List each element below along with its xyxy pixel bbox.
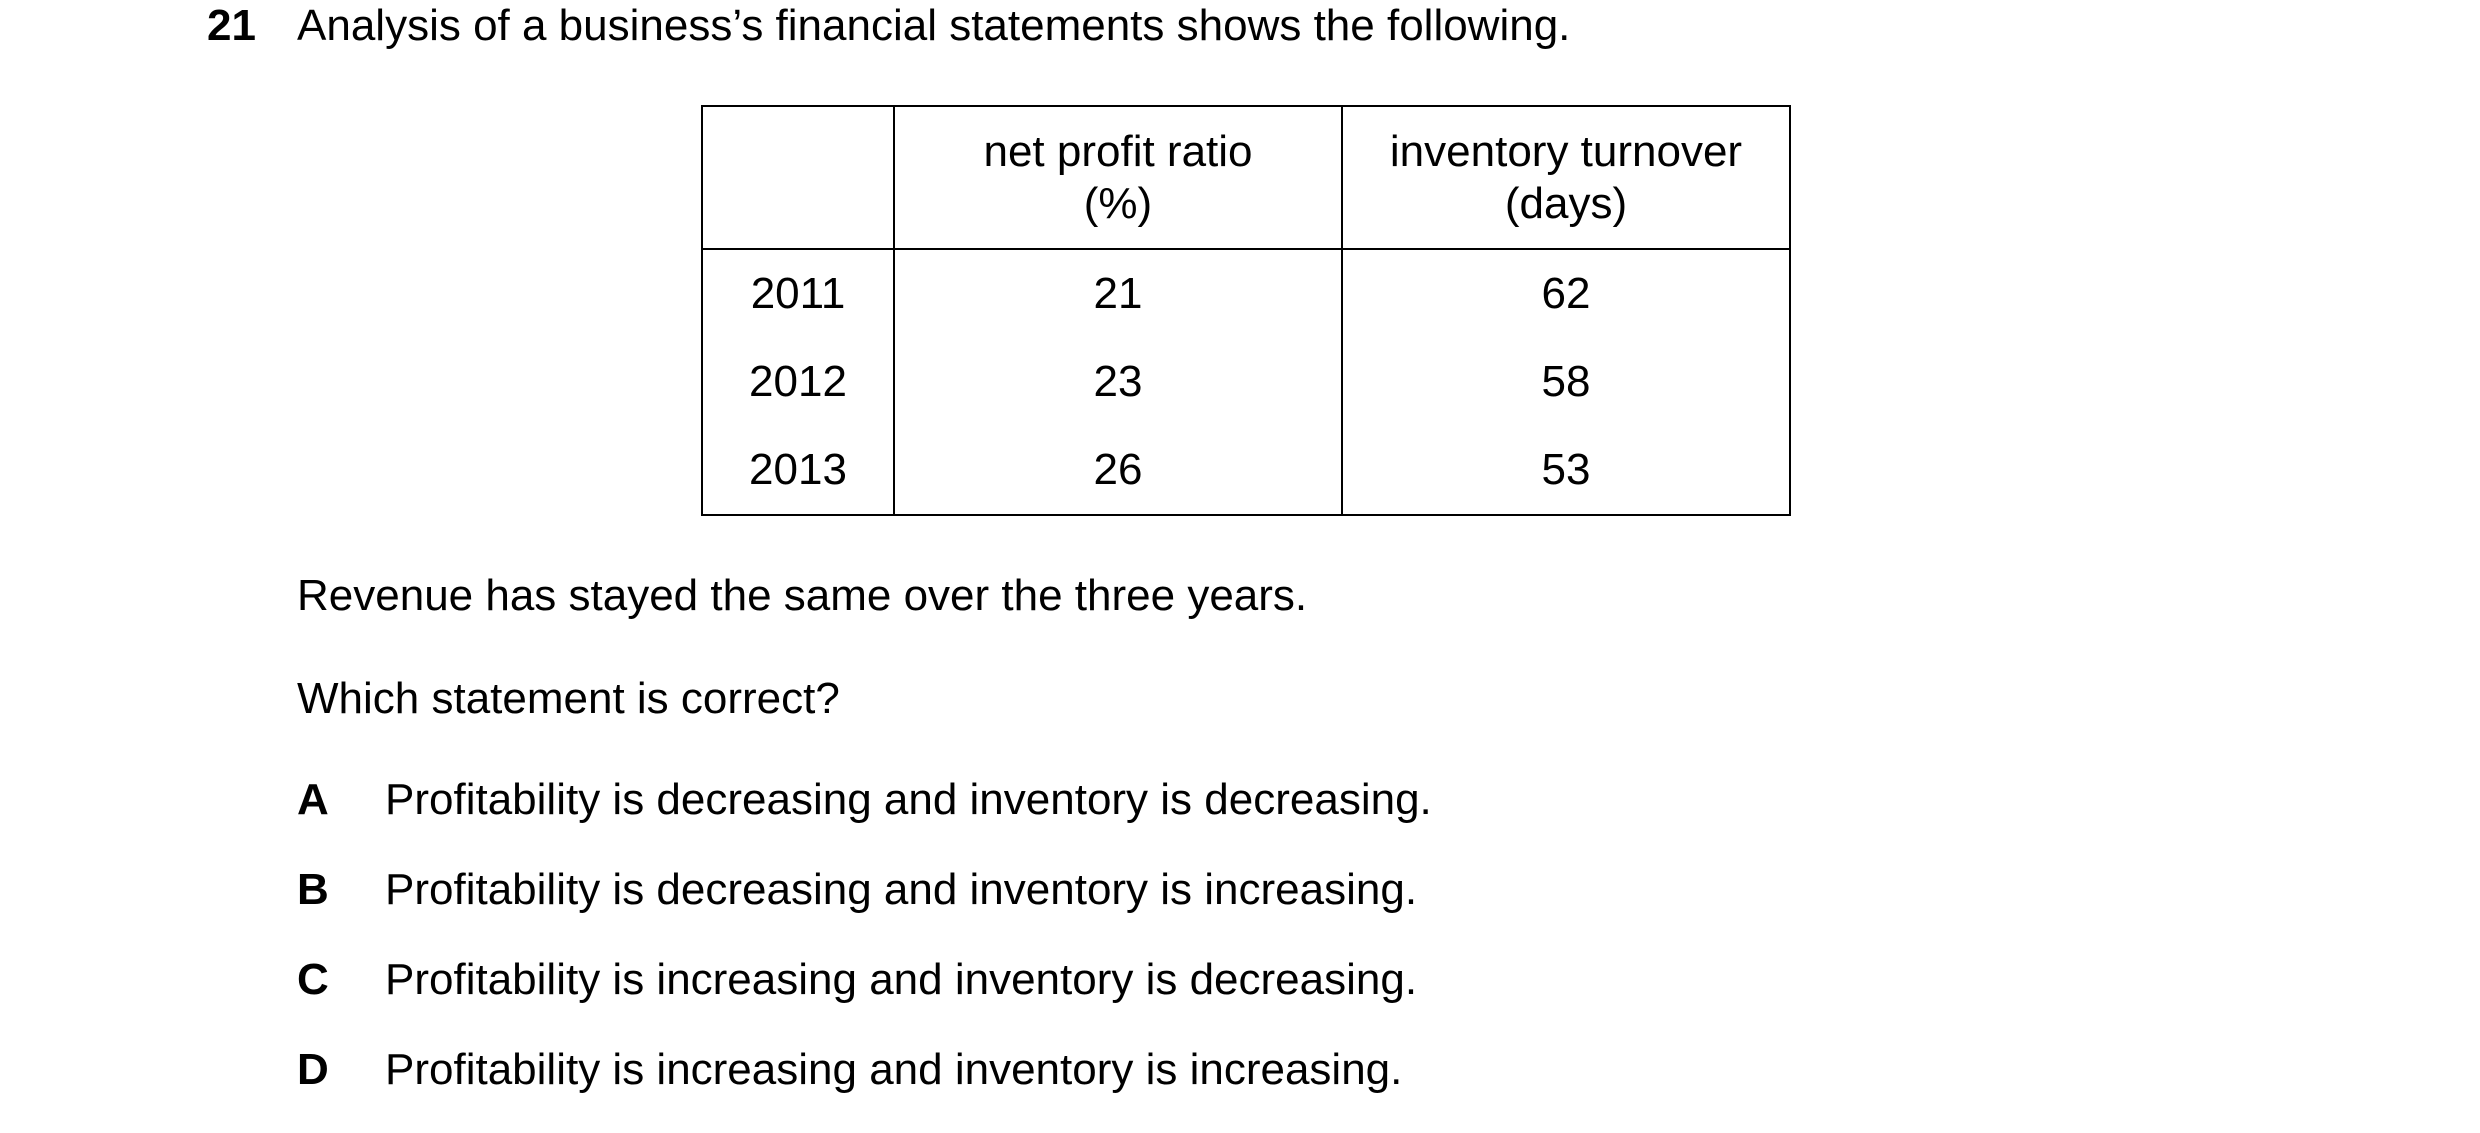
option-c[interactable] — [297, 954, 1417, 1006]
row-year: 2013 — [702, 426, 894, 515]
option-text: Profitability is increasing and inventory is increasing. — [385, 1045, 1403, 1094]
option-a[interactable] — [297, 774, 1432, 826]
row-net-profit-ratio: 23 — [894, 338, 1342, 426]
header-inventory-turnover-unit: (days) — [1504, 178, 1628, 228]
option-letter: C — [297, 955, 329, 1004]
financial-data-table — [701, 105, 1791, 516]
table-header-row — [702, 106, 1790, 249]
header-net-profit-ratio-label: net profit ratio — [983, 126, 1253, 176]
option-letter: B — [297, 865, 329, 914]
question-stem: Analysis of a business’s financial statements shows the following. — [297, 1, 1571, 50]
row-year: 2012 — [702, 338, 894, 426]
header-net-profit-ratio-unit: (%) — [1083, 178, 1153, 228]
option-text: Profitability is decreasing and inventory is decreasing. — [385, 775, 1432, 824]
row-net-profit-ratio: 26 — [894, 426, 1342, 515]
option-b[interactable] — [297, 864, 1417, 916]
option-text: Profitability is increasing and inventory is decreasing. — [385, 955, 1418, 1004]
header-empty-cell — [702, 106, 894, 249]
revenue-statement: Revenue has stayed the same over the three years. — [297, 571, 1308, 620]
row-inventory-turnover: 58 — [1342, 338, 1790, 426]
header-inventory-turnover — [1342, 106, 1790, 249]
row-year: 2011 — [702, 249, 894, 338]
question-prompt: Which statement is correct? — [297, 674, 840, 723]
table-row — [702, 249, 1790, 338]
option-letter: A — [297, 775, 329, 824]
table-row — [702, 338, 1790, 426]
header-net-profit-ratio — [894, 106, 1342, 249]
row-inventory-turnover: 53 — [1342, 426, 1790, 515]
option-d[interactable] — [297, 1044, 1402, 1096]
header-inventory-turnover-label: inventory turnover — [1389, 126, 1743, 176]
option-letter: D — [297, 1045, 329, 1094]
table-row — [702, 426, 1790, 515]
row-net-profit-ratio: 21 — [894, 249, 1342, 338]
option-text: Profitability is decreasing and inventory is increasing. — [385, 865, 1418, 914]
row-inventory-turnover: 62 — [1342, 249, 1790, 338]
question-number: 21 — [207, 1, 256, 50]
